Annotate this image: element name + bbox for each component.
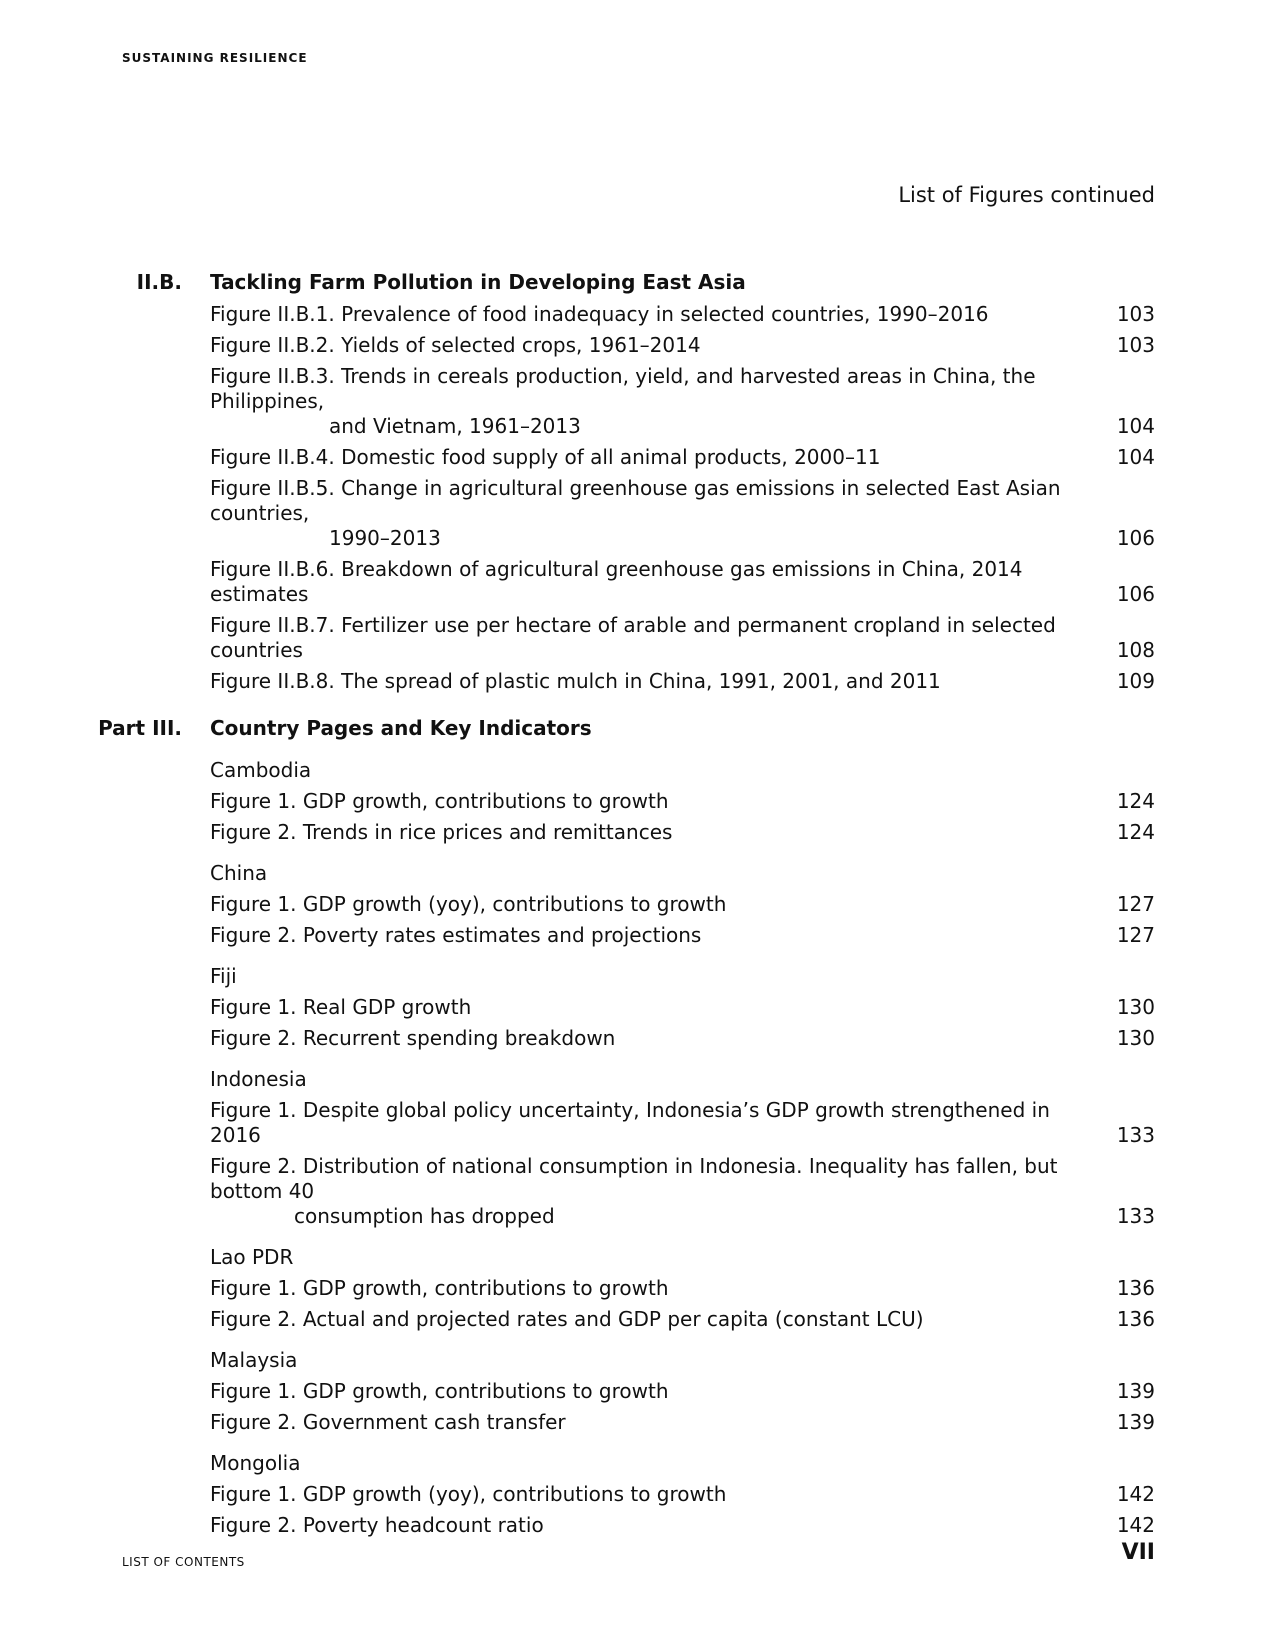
figure-title-continued: consumption has dropped — [294, 1204, 555, 1228]
figure-title: Change in agricultural greenhouse gas emissions in selected East Asian countries, — [210, 476, 1061, 525]
page-number: 106 — [1116, 526, 1155, 550]
figure-title: Fertilizer use per hectare of arable and permanent cropland in selected countries — [210, 613, 1056, 662]
figure-title: Trends in cereals production, yield, and harvested areas in China, the Philippines, — [210, 364, 1036, 413]
figure-title: GDP growth (yoy), contributions to growth — [302, 892, 727, 916]
toc-entry[interactable] — [210, 1307, 1155, 1338]
page-number: 133 — [1116, 1123, 1155, 1147]
toc-entry[interactable] — [210, 1098, 1155, 1154]
country-heading: Mongolia — [210, 1451, 301, 1475]
figure-number: Figure II.B.3. — [210, 364, 335, 388]
toc-entry[interactable] — [210, 789, 1155, 820]
page-number: 139 — [1116, 1379, 1155, 1403]
figure-number: Figure 1. — [210, 1379, 297, 1403]
country-heading: Fiji — [210, 964, 237, 988]
country-heading: Lao PDR — [210, 1245, 294, 1269]
figure-number: Figure II.B.4. — [210, 445, 335, 469]
page-number: 130 — [1116, 1026, 1155, 1050]
toc-entry[interactable] — [210, 302, 1155, 333]
page-number: 108 — [1116, 638, 1155, 662]
toc-entry[interactable] — [210, 476, 1155, 557]
page-number: 124 — [1116, 820, 1155, 844]
toc-entry[interactable] — [210, 1276, 1155, 1307]
page-number: 103 — [1116, 302, 1155, 326]
section-label: II.B. — [136, 270, 182, 294]
country-heading: China — [210, 861, 268, 885]
figure-number: Figure 2. — [210, 1410, 297, 1434]
figure-number: Figure II.B.5. — [210, 476, 335, 500]
page-number: 103 — [1116, 333, 1155, 357]
toc-entry[interactable] — [210, 892, 1155, 923]
figure-title: Distribution of national consumption in Indonesia. Inequality has fallen, but bottom 40 — [210, 1154, 1058, 1203]
figure-number: Figure 2. — [210, 1307, 297, 1331]
page-number: 109 — [1116, 669, 1155, 693]
toc-entry[interactable] — [210, 820, 1155, 851]
figure-number: Figure 2. — [210, 1513, 297, 1537]
page-number: 142 — [1116, 1513, 1155, 1537]
figure-number: Figure 2. — [210, 1026, 297, 1050]
page-number: 127 — [1116, 923, 1155, 947]
page-number: 133 — [1116, 1204, 1155, 1228]
figure-title: Actual and projected rates and GDP per capita (constant LCU) — [302, 1307, 924, 1331]
country-heading: Cambodia — [210, 758, 312, 782]
figure-title: Government cash transfer — [302, 1410, 566, 1434]
country-heading: Malaysia — [210, 1348, 298, 1372]
toc-entry[interactable] — [210, 557, 1155, 613]
figure-title: Recurrent spending breakdown — [302, 1026, 616, 1050]
figure-title: GDP growth (yoy), contributions to growth — [302, 1482, 727, 1506]
figure-title: Despite global policy uncertainty, Indonesia’s GDP growth strengthened in 2016 — [210, 1098, 1050, 1147]
toc-entry[interactable] — [210, 1410, 1155, 1441]
section-label: Part III. — [98, 716, 182, 740]
figure-title-continued: and Vietnam, 1961–2013 — [329, 414, 581, 438]
figure-number: Figure 1. — [210, 1482, 297, 1506]
figure-title: GDP growth, contributions to growth — [302, 1379, 669, 1403]
page-number: 104 — [1116, 414, 1155, 438]
figure-number: Figure II.B.6. — [210, 557, 335, 581]
toc-entry[interactable] — [210, 923, 1155, 954]
section-title: Country Pages and Key Indicators — [210, 716, 592, 740]
figure-number: Figure 2. — [210, 820, 297, 844]
figure-title: Prevalence of food inadequacy in selected countries, 1990–2016 — [341, 302, 989, 326]
page-number: 124 — [1116, 789, 1155, 813]
figure-number: Figure II.B.7. — [210, 613, 335, 637]
figure-number: Figure 1. — [210, 892, 297, 916]
figure-title: Poverty rates estimates and projections — [302, 923, 702, 947]
footer-label: LIST OF CONTENTS — [122, 1555, 245, 1569]
toc-entry[interactable] — [210, 1026, 1155, 1057]
page-number: 139 — [1116, 1410, 1155, 1434]
page-number: 127 — [1116, 892, 1155, 916]
figure-title: Breakdown of agricultural greenhouse gas emissions in China, 2014 estimates — [210, 557, 1023, 606]
section-title: Tackling Farm Pollution in Developing East Asia — [210, 270, 746, 294]
page-number: 104 — [1116, 445, 1155, 469]
toc-entry[interactable] — [210, 1482, 1155, 1513]
running-header: SUSTAINING RESILIENCE — [122, 51, 308, 65]
page-title: List of Figures continued — [898, 183, 1155, 207]
page-number: 106 — [1116, 582, 1155, 606]
figure-number: Figure II.B.1. — [210, 302, 335, 326]
figure-number: Figure 2. — [210, 1154, 297, 1178]
toc-entry[interactable] — [210, 1513, 1155, 1544]
section-heading — [122, 270, 1155, 302]
toc-entry[interactable] — [210, 364, 1155, 445]
toc-entry[interactable] — [210, 1379, 1155, 1410]
page-number: 142 — [1116, 1482, 1155, 1506]
toc-entry[interactable] — [210, 995, 1155, 1026]
section-heading — [98, 716, 1155, 748]
figure-number: Figure 2. — [210, 923, 297, 947]
figure-title: Domestic food supply of all animal products, 2000–11 — [341, 445, 881, 469]
toc-entry[interactable] — [210, 333, 1155, 364]
table-of-figures — [98, 270, 1155, 1544]
page-number: 130 — [1116, 995, 1155, 1019]
figure-title-continued: 1990–2013 — [329, 526, 441, 550]
country-heading: Indonesia — [210, 1067, 307, 1091]
figure-title: The spread of plastic mulch in China, 1991, 2001, and 2011 — [341, 669, 941, 693]
toc-entry[interactable] — [210, 669, 1155, 700]
page-number: 136 — [1116, 1276, 1155, 1300]
figure-title: GDP growth, contributions to growth — [302, 789, 669, 813]
figure-title: Real GDP growth — [302, 995, 472, 1019]
page-number: 136 — [1116, 1307, 1155, 1331]
figure-title: Yields of selected crops, 1961–2014 — [341, 333, 701, 357]
figure-title: Poverty headcount ratio — [302, 1513, 544, 1537]
figure-number: Figure II.B.2. — [210, 333, 335, 357]
figure-title: GDP growth, contributions to growth — [302, 1276, 669, 1300]
figure-number: Figure 1. — [210, 789, 297, 813]
toc-entry[interactable] — [210, 613, 1155, 669]
toc-entry[interactable] — [210, 1154, 1155, 1235]
figure-number: Figure 1. — [210, 1276, 297, 1300]
figure-number: Figure 1. — [210, 995, 297, 1019]
figure-number: Figure 1. — [210, 1098, 297, 1122]
toc-entry[interactable] — [210, 445, 1155, 476]
figure-title: Trends in rice prices and remittances — [302, 820, 673, 844]
figure-number: Figure II.B.8. — [210, 669, 335, 693]
folio-page-number: VII — [1121, 1540, 1155, 1565]
